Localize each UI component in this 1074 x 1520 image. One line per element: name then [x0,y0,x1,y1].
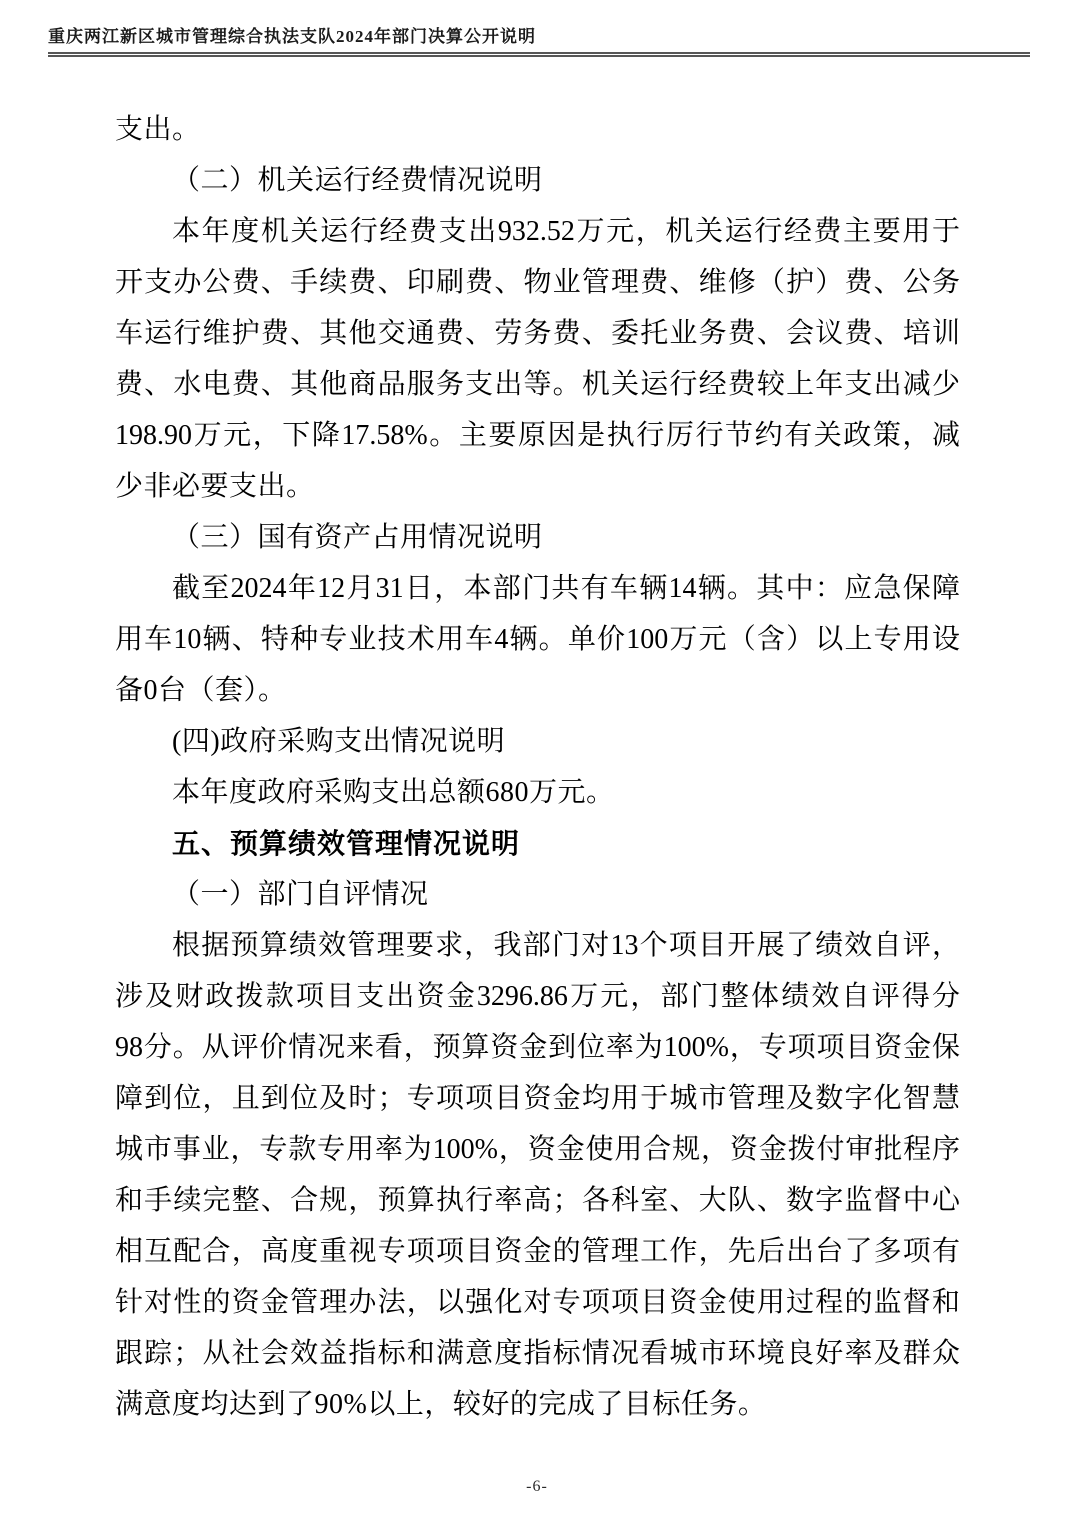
document-line: 车运行维护费、其他交通费、劳务费、委托业务费、会议费、培训 [115,318,960,349]
document-line: 针对性的资金管理办法，以强化对专项项目资金使用过程的监督和 [115,1287,960,1318]
document-line: 支出。 [115,114,201,145]
document-line: 本年度政府采购支出总额680万元。 [172,777,615,808]
document-line: 城市事业，专款专用率为100%，资金使用合规，资金拨付审批程序 [115,1134,960,1165]
document-line: 满意度均达到了90%以上，较好的完成了目标任务。 [115,1389,767,1420]
document-line: 跟踪；从社会效益指标和满意度指标情况看城市环境良好率及群众 [115,1338,960,1369]
document-line: 相互配合，高度重视专项项目资金的管理工作，先后出台了多项有 [115,1236,960,1267]
document-line: 障到位，且到位及时；专项项目资金均用于城市管理及数字化智慧 [115,1083,960,1114]
document-body [115,104,960,1430]
document-line: 截至2024年12月31日，本部门共有车辆14辆。其中：应急保障 [172,573,960,604]
document-line: 开支办公费、手续费、印刷费、物业管理费、维修（护）费、公务 [115,267,960,298]
document-line: 备0台（套）。 [115,675,287,706]
document-line: 涉及财政拨款项目支出资金3296.86万元，部门整体绩效自评得分 [115,981,960,1012]
document-line: 少非必要支出。 [115,471,315,502]
document-line: (四)政府采购支出情况说明 [172,726,506,757]
document-line: （三）国有资产占用情况说明 [172,522,543,553]
document-line: 198.90万元，下降17.58%。主要原因是执行厉行节约有关政策，减 [115,420,960,451]
document-line: 费、水电费、其他商品服务支出等。机关运行经费较上年支出减少 [115,369,960,400]
header-double-rule [48,52,1030,57]
header-title: 重庆两江新区城市管理综合执法支队2024年部门决算公开说明 [48,27,536,46]
page-footer [0,1478,1074,1496]
document-line: 本年度机关运行经费支出932.52万元，机关运行经费主要用于 [172,216,960,247]
document-line: （二）机关运行经费情况说明 [172,165,543,196]
document-line: 和手续完整、合规，预算执行率高；各科室、大队、数字监督中心 [115,1185,960,1216]
page-number: -6- [526,1478,548,1495]
page-header [48,26,1030,57]
document-line: （一）部门自评情况 [172,879,429,910]
document-line: 98分。从评价情况来看，预算资金到位率为100%，专项项目资金保 [115,1032,960,1063]
document-line: 根据预算绩效管理要求，我部门对13个项目开展了绩效自评， [172,930,960,961]
document-line: 用车10辆、特种专业技术用车4辆。单价100万元（含）以上专用设 [115,624,960,655]
section-heading-line: 五、预算绩效管理情况说明 [172,828,521,859]
